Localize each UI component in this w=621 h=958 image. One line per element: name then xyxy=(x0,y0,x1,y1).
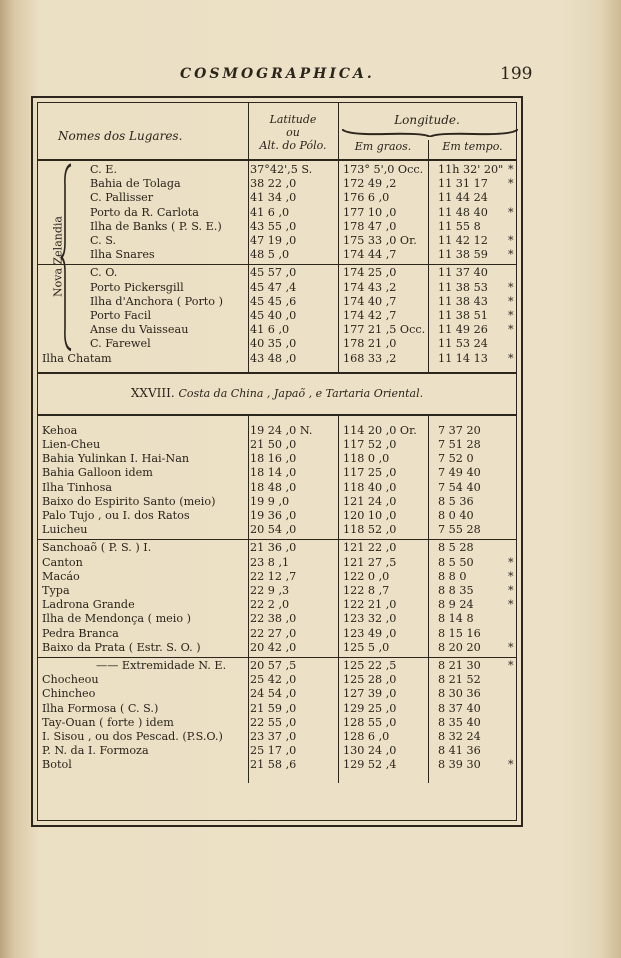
latitude-value: 18 16 ,0 xyxy=(250,452,297,466)
longitude-degrees-value: 117 52 ,0 xyxy=(343,438,397,451)
table-row xyxy=(38,598,516,612)
latitude-value: 38 22 ,0 xyxy=(250,177,297,191)
place-name: Sanchoaõ ( P. S. ) I. xyxy=(42,541,152,555)
section-name: Costa da China , Japaõ , e Tartaria Oriental. xyxy=(178,386,424,400)
place-name: Porto Pickersgill xyxy=(90,280,184,294)
place-name: Baixo da Prata ( Estr. S. O. ) xyxy=(42,640,201,654)
table-frame xyxy=(31,96,523,827)
longitude-degrees-value: 128 55 ,0 xyxy=(343,715,397,729)
place-name: Ilha Tinhosa xyxy=(42,480,113,494)
longitude-time-value: 11 38 43 xyxy=(438,294,488,308)
asterisk-mark: * xyxy=(508,758,514,772)
longitude-time-value: 11 48 40 xyxy=(438,205,488,219)
table-row xyxy=(38,220,516,234)
longitude-degrees-value: 178 21 ,0 xyxy=(343,337,397,351)
latitude-value: 21 59 ,0 xyxy=(250,701,297,715)
table-row xyxy=(38,466,516,480)
latitude-value: 22 12 ,7 xyxy=(250,569,297,583)
longitude-time-value: 7 55 28 xyxy=(438,523,481,537)
extremidade-label xyxy=(38,659,516,673)
table-row xyxy=(38,612,516,626)
longitude-time-value: 7 54 40 xyxy=(438,480,481,494)
place-name: I. Sisou , ou dos Pescad. (P.S.O.) xyxy=(42,730,223,743)
latitude-value: 22 55 ,0 xyxy=(250,715,297,729)
longitude-degrees-value: 118 40 ,0 xyxy=(343,480,397,494)
latitude-value: 37°42',5 S. xyxy=(250,163,313,176)
place-name: C. O. xyxy=(90,266,118,280)
longitude-degrees-value: 123 32 ,0 xyxy=(343,612,397,626)
place-name: Lien-Cheu xyxy=(42,438,101,451)
longitude-degrees-value: 174 44 ,7 xyxy=(343,248,397,262)
row-divider xyxy=(38,414,516,416)
longitude-degrees-value: 174 42 ,7 xyxy=(343,309,397,322)
place-name: Kehoa xyxy=(42,423,78,437)
longitude-degrees-value: 129 25 ,0 xyxy=(343,701,397,715)
longitude-degrees-value: 121 22 ,0 xyxy=(343,541,397,555)
longitude-time-value: 8 39 30 xyxy=(438,758,481,772)
asterisk-mark: * xyxy=(508,659,514,672)
table-row xyxy=(38,541,516,555)
longitude-degrees-value: 121 27 ,5 xyxy=(343,555,397,569)
place-name: C. Farewel xyxy=(90,337,151,351)
longitude-time-value: 11 42 12 xyxy=(438,234,488,247)
longitude-time-value: 11 44 24 xyxy=(438,191,488,205)
extremidade-text: —— Extremidade N. E. xyxy=(96,659,227,672)
table-row xyxy=(38,523,516,537)
longitude-time-value: 7 49 40 xyxy=(438,466,481,480)
longitude-time-value: 11 53 24 xyxy=(438,337,488,351)
longitude-degrees-value: 176 6 ,0 xyxy=(343,191,390,205)
table-row xyxy=(38,730,516,744)
table-row xyxy=(38,452,516,466)
longitude-degrees-value: 121 24 ,0 xyxy=(343,494,397,508)
table-row xyxy=(38,234,516,248)
longitude-time-value: 8 8 0 xyxy=(438,569,467,583)
asterisk-mark: * xyxy=(508,351,514,365)
place-name: Chincheo xyxy=(42,687,96,701)
table-row xyxy=(38,584,516,598)
longitude-degrees-value: 177 21 ,5 Occ. xyxy=(343,323,426,337)
column-divider xyxy=(248,159,249,372)
latitude-value: 20 54 ,0 xyxy=(250,523,297,537)
asterisk-mark: * xyxy=(508,555,514,569)
latitude-value: 20 57 ,5 xyxy=(250,659,297,672)
longitude-time-value: 11 31 17 xyxy=(438,177,488,191)
table-row xyxy=(38,163,516,177)
table-row xyxy=(38,248,516,262)
place-name: Ilha Chatam xyxy=(42,351,112,365)
table-row xyxy=(38,424,516,438)
row-divider xyxy=(38,657,516,658)
place-name: Ladrona Grande xyxy=(42,598,135,612)
latitude-value: 41 6 ,0 xyxy=(250,323,290,337)
longitude-time-value: 11h 32' 20" xyxy=(438,163,504,176)
place-name: Baixo do Espirito Santo (meio) xyxy=(42,494,216,508)
longitude-degrees-value: 117 25 ,0 xyxy=(343,466,397,480)
asterisk-mark: * xyxy=(508,248,514,262)
longitude-degrees-value: 122 21 ,0 xyxy=(343,598,397,612)
place-name: C. S. xyxy=(90,234,117,247)
longitude-degrees-value: 120 10 ,0 xyxy=(343,509,397,522)
place-name: Ilha Snares xyxy=(90,248,155,262)
longitude-time-value: 11 38 51 xyxy=(438,309,488,322)
longitude-time-value: 7 52 0 xyxy=(438,452,474,466)
place-name: Porto Facil xyxy=(90,309,152,322)
place-name: Ilha de Banks ( P. S. E.) xyxy=(90,219,222,233)
table-row xyxy=(38,281,516,295)
page-number: 199 xyxy=(500,64,533,84)
latitude-value: 21 58 ,6 xyxy=(250,758,297,772)
asterisk-mark: * xyxy=(508,598,514,612)
running-title: COSMOGRAPHICA. xyxy=(180,66,375,82)
longitude-time-value: 11 14 13 xyxy=(438,351,488,365)
longitude-degrees-value: 174 43 ,2 xyxy=(343,280,397,294)
latitude-value: 19 24 ,0 N. xyxy=(250,423,313,437)
table-row xyxy=(38,641,516,655)
place-name: Bahia Yulinkan I. Hai-Nan xyxy=(42,452,190,466)
longitude-degrees-value: 174 25 ,0 xyxy=(343,266,397,280)
table-row xyxy=(38,323,516,337)
names-column-header: Nomes dos Lugares. xyxy=(58,129,183,143)
latitude-value: 48 5 ,0 xyxy=(250,248,290,262)
row-divider xyxy=(38,539,516,540)
longitude-degrees-value: 118 0 ,0 xyxy=(343,452,390,466)
latitude-value: 19 9 ,0 xyxy=(250,494,290,508)
latitude-value: 41 34 ,0 xyxy=(250,191,297,205)
longitude-degrees-value: 130 24 ,0 xyxy=(343,744,397,758)
latitude-value: 22 38 ,0 xyxy=(250,612,297,626)
longitude-time-value: 8 30 36 xyxy=(438,687,481,701)
table-row xyxy=(38,673,516,687)
latitude-value: 22 2 ,0 xyxy=(250,598,290,612)
table-row xyxy=(38,295,516,309)
latitude-value: 22 9 ,3 xyxy=(250,584,290,597)
place-name: Bahia Galloon idem xyxy=(42,466,153,480)
latitude-value: 22 27 ,0 xyxy=(250,626,297,640)
longitude-time-value: 8 0 40 xyxy=(438,509,474,522)
curly-brace-icon xyxy=(60,163,72,352)
asterisk-mark: * xyxy=(508,640,514,654)
longitude-degrees-value: 125 5 ,0 xyxy=(343,640,390,654)
longitude-degrees-value: 128 6 ,0 xyxy=(343,730,390,743)
longitude-time-value: 8 20 20 xyxy=(438,640,481,654)
latitude-value: 18 48 ,0 xyxy=(250,480,297,494)
time-column-header: Em tempo. xyxy=(428,140,516,159)
place-name: Chocheou xyxy=(42,673,99,687)
table-row xyxy=(38,337,516,351)
latitude-value: 21 36 ,0 xyxy=(250,541,297,555)
row-divider xyxy=(38,264,516,265)
longitude-time-value: 8 5 36 xyxy=(438,494,474,508)
table-row xyxy=(38,716,516,730)
asterisk-mark: * xyxy=(508,280,514,294)
place-name: Porto da R. Carlota xyxy=(90,205,199,219)
table-row xyxy=(38,556,516,570)
longitude-degrees-value: 114 20 ,0 Or. xyxy=(343,423,417,437)
latitude-value: 24 54 ,0 xyxy=(250,687,297,701)
place-name: Ilha de Mendonça ( meio ) xyxy=(42,612,192,626)
place-name: Luicheu xyxy=(42,523,88,537)
longitude-time-value: 8 14 8 xyxy=(438,612,474,626)
column-divider xyxy=(428,159,429,372)
longitude-time-value: 8 9 24 xyxy=(438,598,474,612)
latitude-value: 23 37 ,0 xyxy=(250,730,297,743)
latitude-value: 21 50 ,0 xyxy=(250,438,297,451)
latitude-value: 43 55 ,0 xyxy=(250,219,297,233)
place-name: Bahia de Tolaga xyxy=(90,177,181,191)
latitude-value: 23 8 ,1 xyxy=(250,555,290,569)
latitude-column-header: Latitude ou Alt. do Pólo. xyxy=(248,103,339,159)
table-row xyxy=(38,570,516,584)
table-header xyxy=(38,103,516,161)
place-name: Ilha d'Anchora ( Porto ) xyxy=(90,294,223,308)
asterisk-mark: * xyxy=(508,234,514,247)
asterisk-mark: * xyxy=(508,177,514,191)
asterisk-mark: * xyxy=(508,323,514,337)
latitude-value: 45 47 ,4 xyxy=(250,280,297,294)
longitude-time-value: 8 32 24 xyxy=(438,730,481,743)
coordinates-table xyxy=(37,102,517,821)
longitude-time-value: 8 21 30 xyxy=(438,659,481,672)
longitude-time-value: 11 37 40 xyxy=(438,266,488,280)
longitude-time-value: 7 37 20 xyxy=(438,423,481,437)
asterisk-mark: * xyxy=(508,309,514,322)
table-row xyxy=(38,206,516,220)
longitude-degrees-value: 168 33 ,2 xyxy=(343,351,397,365)
column-divider xyxy=(338,414,339,783)
section-title xyxy=(38,386,516,400)
latitude-value: 41 6 ,0 xyxy=(250,205,290,219)
table-row xyxy=(38,191,516,205)
latitude-value: 25 17 ,0 xyxy=(250,744,297,758)
table-row xyxy=(38,627,516,641)
place-name: Ilha Formosa ( C. S.) xyxy=(42,701,159,715)
latitude-value: 25 42 ,0 xyxy=(250,673,297,687)
latitude-value: 19 36 ,0 xyxy=(250,509,297,522)
longitude-degrees-value: 125 28 ,0 xyxy=(343,673,397,687)
asterisk-mark: * xyxy=(508,294,514,308)
asterisk-mark: * xyxy=(508,569,514,583)
longitude-time-value: 11 38 59 xyxy=(438,248,488,262)
table-row xyxy=(38,438,516,452)
longitude-time-value: 11 49 26 xyxy=(438,323,488,337)
longitude-time-value: 11 38 53 xyxy=(438,280,488,294)
longitude-time-value: 8 8 35 xyxy=(438,584,474,597)
longitude-degrees-value: 175 33 ,0 Or. xyxy=(343,234,417,247)
latitude-value: 18 14 ,0 xyxy=(250,466,297,480)
latitude-value: 47 19 ,0 xyxy=(250,234,297,247)
longitude-degrees-value: 127 39 ,0 xyxy=(343,687,397,701)
longitude-degrees-value: 174 40 ,7 xyxy=(343,294,397,308)
asterisk-mark: * xyxy=(508,205,514,219)
table-row xyxy=(38,758,516,772)
longitude-degrees-value: 122 0 ,0 xyxy=(343,569,390,583)
column-divider xyxy=(248,414,249,783)
table-row xyxy=(38,495,516,509)
longitude-degrees-value: 123 49 ,0 xyxy=(343,626,397,640)
latitude-value: 45 40 ,0 xyxy=(250,309,297,322)
nova-zelandia-text: Nova Zelandia xyxy=(51,216,65,298)
table-row xyxy=(38,481,516,495)
longitude-degrees-value: 178 47 ,0 xyxy=(343,219,397,233)
table-row xyxy=(38,687,516,701)
longitude-degrees-value: 125 22 ,5 xyxy=(343,659,397,672)
place-name: Pedra Branca xyxy=(42,626,119,640)
latitude-value: 20 42 ,0 xyxy=(250,640,297,654)
longitude-time-value: 8 21 52 xyxy=(438,673,481,687)
place-name: C. E. xyxy=(90,163,117,176)
longitude-degrees-value: 172 49 ,2 xyxy=(343,177,397,191)
latitude-value: 45 57 ,0 xyxy=(250,266,297,280)
latitude-value: 43 48 ,0 xyxy=(250,351,297,365)
table-row xyxy=(38,702,516,716)
longitude-time-value: 8 5 50 xyxy=(438,555,474,569)
place-name: Palo Tujo , ou I. dos Ratos xyxy=(42,509,190,522)
table-row xyxy=(38,309,516,323)
place-name: Macáo xyxy=(42,569,80,583)
latitude-value: 45 45 ,6 xyxy=(250,294,297,308)
place-name: Canton xyxy=(42,555,83,569)
longitude-degrees-value: 173° 5',0 Occ. xyxy=(343,163,424,176)
table-row xyxy=(38,744,516,758)
column-divider xyxy=(338,159,339,372)
asterisk-mark: * xyxy=(508,163,514,176)
table-row xyxy=(38,177,516,191)
place-name: Tay-Ouan ( forte ) idem xyxy=(42,715,174,729)
degrees-column-header: Em graos. xyxy=(354,140,412,153)
longitude-time-value: 8 5 28 xyxy=(438,541,474,555)
table-row xyxy=(38,509,516,523)
place-name: C. Pallisser xyxy=(90,191,154,205)
place-name: Botol xyxy=(42,758,72,772)
table-row xyxy=(38,266,516,280)
longitude-degrees-value: 177 10 ,0 xyxy=(343,205,397,219)
column-divider xyxy=(428,414,429,783)
longitude-time-value: 11 55 8 xyxy=(438,219,481,233)
longitude-time-value: 8 15 16 xyxy=(438,626,481,640)
latitude-value: 40 35 ,0 xyxy=(250,337,297,351)
place-name: P. N. da I. Formoza xyxy=(42,744,149,758)
longitude-time-value: 8 35 40 xyxy=(438,715,481,729)
asterisk-mark: * xyxy=(508,584,514,597)
longitude-time-value: 8 41 36 xyxy=(438,744,481,758)
longitude-time-value: 8 37 40 xyxy=(438,701,481,715)
longitude-degrees-value: 122 8 ,7 xyxy=(343,584,390,597)
row-divider xyxy=(38,372,516,374)
longitude-label: Longitude. xyxy=(394,113,460,127)
section-number: XXVIII. xyxy=(130,385,175,400)
longitude-column-header xyxy=(338,103,516,159)
brace-icon xyxy=(342,129,518,137)
running-header xyxy=(0,66,621,90)
longitude-time-value: 7 51 28 xyxy=(438,438,481,451)
place-name: Anse du Vaisseau xyxy=(90,323,189,337)
place-name: Typa xyxy=(42,584,70,597)
longitude-degrees-value: 118 52 ,0 xyxy=(343,523,397,537)
longitude-degrees-value: 129 52 ,4 xyxy=(343,758,397,772)
table-row xyxy=(38,352,516,366)
